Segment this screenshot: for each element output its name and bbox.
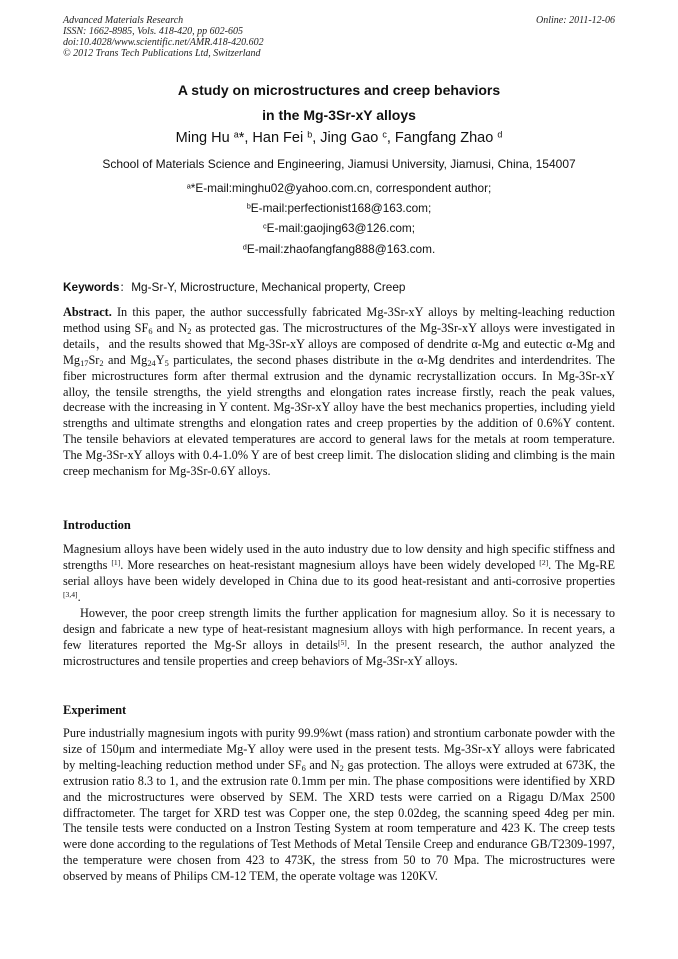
email-text: E-mail:gaojing63@126.com; [266,221,416,235]
subscript: 5 [164,358,169,368]
body-text: . [77,589,81,604]
author-name: Ming Hu [175,130,230,146]
email-mark: a [186,181,191,191]
email-text: E-mail:zhaofangfang888@163.com. [246,242,436,256]
author-separator: , [312,130,321,146]
subscript: 6 [301,763,306,773]
experiment-heading: Experiment [63,703,127,717]
author-affil-mark: b [307,129,313,140]
author-affil-mark: d [497,129,503,140]
email-mark: b [246,201,251,211]
body-text: Magnesium alloys have been widely used in the auto industry due to low density and high specific stiffness and strengths [63,542,615,572]
abstract-text: and N [152,320,188,335]
author-separator: *, [238,130,253,146]
experiment-paragraph [63,726,615,885]
paper-title-line-1: A study on microstructures and creep behaviors [177,82,501,98]
abstract-label: Abstract. [63,305,112,319]
body-text: . In the present research, the author analyzed the microstructures and tensile properties and creep behaviors of Mg-3Sr-xY alloys. [63,637,615,668]
introduction-paragraph-1 [63,542,615,606]
subscript: 24 [147,358,156,368]
doi-line: doi:10.4028/www.scientific.net/AMR.418-420.602 [63,37,264,48]
citation-ref[interactable]: [3,4] [63,589,78,599]
email-d[interactable] [63,242,615,256]
subscript: 2 [339,763,344,773]
abstract-paragraph [63,305,615,480]
body-text: gas protection. The alloys were extruded at 673K, the extrusion ratio 8.3 to 1, and the extrusion rate 0.1mm per min. The phase compositions were identified by XRD and the microstructures were observed by SEM. The XRD tests were carried on a Rigagu D/Max 2500 diffractometer. The target for XRD test was Copper one, the step 0.02deg, the scanning speed 4deg per min. The tensile tests were conducted on a Instron Testing System at room temperature and 423 K. The creep tests were done according to the regulations of Test Methods of Metal Tensile Creep and endurance GB/T2309-1997, the temperature were chosen from 423 to 473K, the stress from 50 to 70 Mpa. The microstructures were observed by means of Philips CM-12 TEM, the operate voltage was 120KV. [63,757,616,884]
keywords-text: Mg-Sr-Y, Microstructure, Mechanical property, Creep [131,280,406,294]
subscript: 17 [80,358,89,368]
citation-ref[interactable]: [5] [337,638,347,647]
author-name: Fangfang Zhao [394,130,494,146]
body-text: Pure industrially magnesium ingots with purity 99.9%wt (mass ration) and strontium carbonate powder with the size of 150μm and intermediate Mg-Y alloy were used in the present tests. Mg-3Sr-xY alloys were fabricated by melting-leaching reduction method under SF [63,726,615,772]
copyright-line: © 2012 Trans Tech Publications Ltd, Switzerland [63,48,261,59]
email-mark: d [242,242,247,252]
paper-title-line-2: in the Mg-3Sr-xY alloys [262,107,416,123]
email-b[interactable] [63,201,615,215]
body-text: However, the poor creep strength limits the further application for magnesium alloy. So it is necessary to design and fabricate a new type of heat-resistant magnesium alloys with high performance. In recent years, a few literatures reported the Mg-Sr alloys in details [63,606,615,652]
body-text: and N [305,757,340,772]
abstract-text: as protected gas. The microstructures of the Mg-3Sr-xY alloys were investigated in details，and the results showed that Mg-3Sr-xY alloys are composed of dendrite α-Mg and eutectic α-Mg and Mg [63,320,615,367]
author-affil-mark: a [233,129,239,140]
issn-line: ISSN: 1662-8985, Vols. 418-420, pp 602-605 [63,26,243,37]
email-a[interactable] [63,181,615,195]
abstract-text: and Mg [103,352,148,367]
subscript: 6 [148,326,153,336]
keywords-label: Keywords [63,280,120,294]
online-date: Online: 2011-12-06 [536,15,615,26]
email-text: *E-mail:minghu02@yahoo.com.cn, correspondent author; [190,181,492,195]
body-text: . The Mg-RE serial alloys have been widely developed in China due to its good heat-resistant and anti-corrosive properties [63,557,615,588]
author-list [63,130,615,146]
author-separator: , [386,130,395,146]
abstract-text: particulates, the second phases distribute in the α-Mg dendrites and interdendrites. The fiber microstructures form after thermal extrusion and the dynamic recrystallization occurs. In Mg-3Sr-xY alloy, the tensile strengths, the yield strengths and elongation rates increase firstly, reach the peak values, decrease with the increasing in Y content. Mg-3Sr-xY alloy have the best mechanics properties, including yield strengths and ultimate strengths and elongation rates and creep properties by the addition of 0.6%Y content. The tensile behaviors at elevated temperatures are accord to general laws for the metals at room temperature. The Mg-3Sr-xY alloys with 0.4-1.0% Y are of best creep limit. The dislocation sliding and climbing is the main creep mechanism for Mg-3Sr-0.6Y alloys. [63,352,615,479]
subscript: 2 [187,326,192,336]
author-name: Han Fei [252,130,304,146]
email-mark: c [262,221,267,231]
introduction-heading: Introduction [63,518,131,532]
keywords-line [63,278,615,295]
body-text: . More researches on heat-resistant magnesium alloys have been widely developed [120,557,540,572]
subscript: 2 [99,358,104,368]
introduction-paragraph-2 [63,606,615,670]
journal-name: Advanced Materials Research [63,15,184,26]
abstract-text: Y [155,352,165,367]
keywords-separator: ： [119,280,132,294]
abstract-text: In this paper, the author successfully fabricated Mg-3Sr-xY alloys by melting-leaching reduction method using SF [63,305,615,335]
author-name: Jing Gao [320,130,379,146]
affiliation: School of Materials Science and Engineering, Jiamusi University, Jiamusi, China, 154007 [102,157,576,171]
citation-ref[interactable]: [2] [539,558,549,568]
author-affil-mark: c [382,129,387,140]
email-c[interactable] [63,221,615,235]
email-text: E-mail:perfectionist168@163.com; [250,201,432,215]
citation-ref[interactable]: [1] [111,558,121,568]
journal-header [63,15,615,59]
abstract-text: Sr [88,352,100,367]
